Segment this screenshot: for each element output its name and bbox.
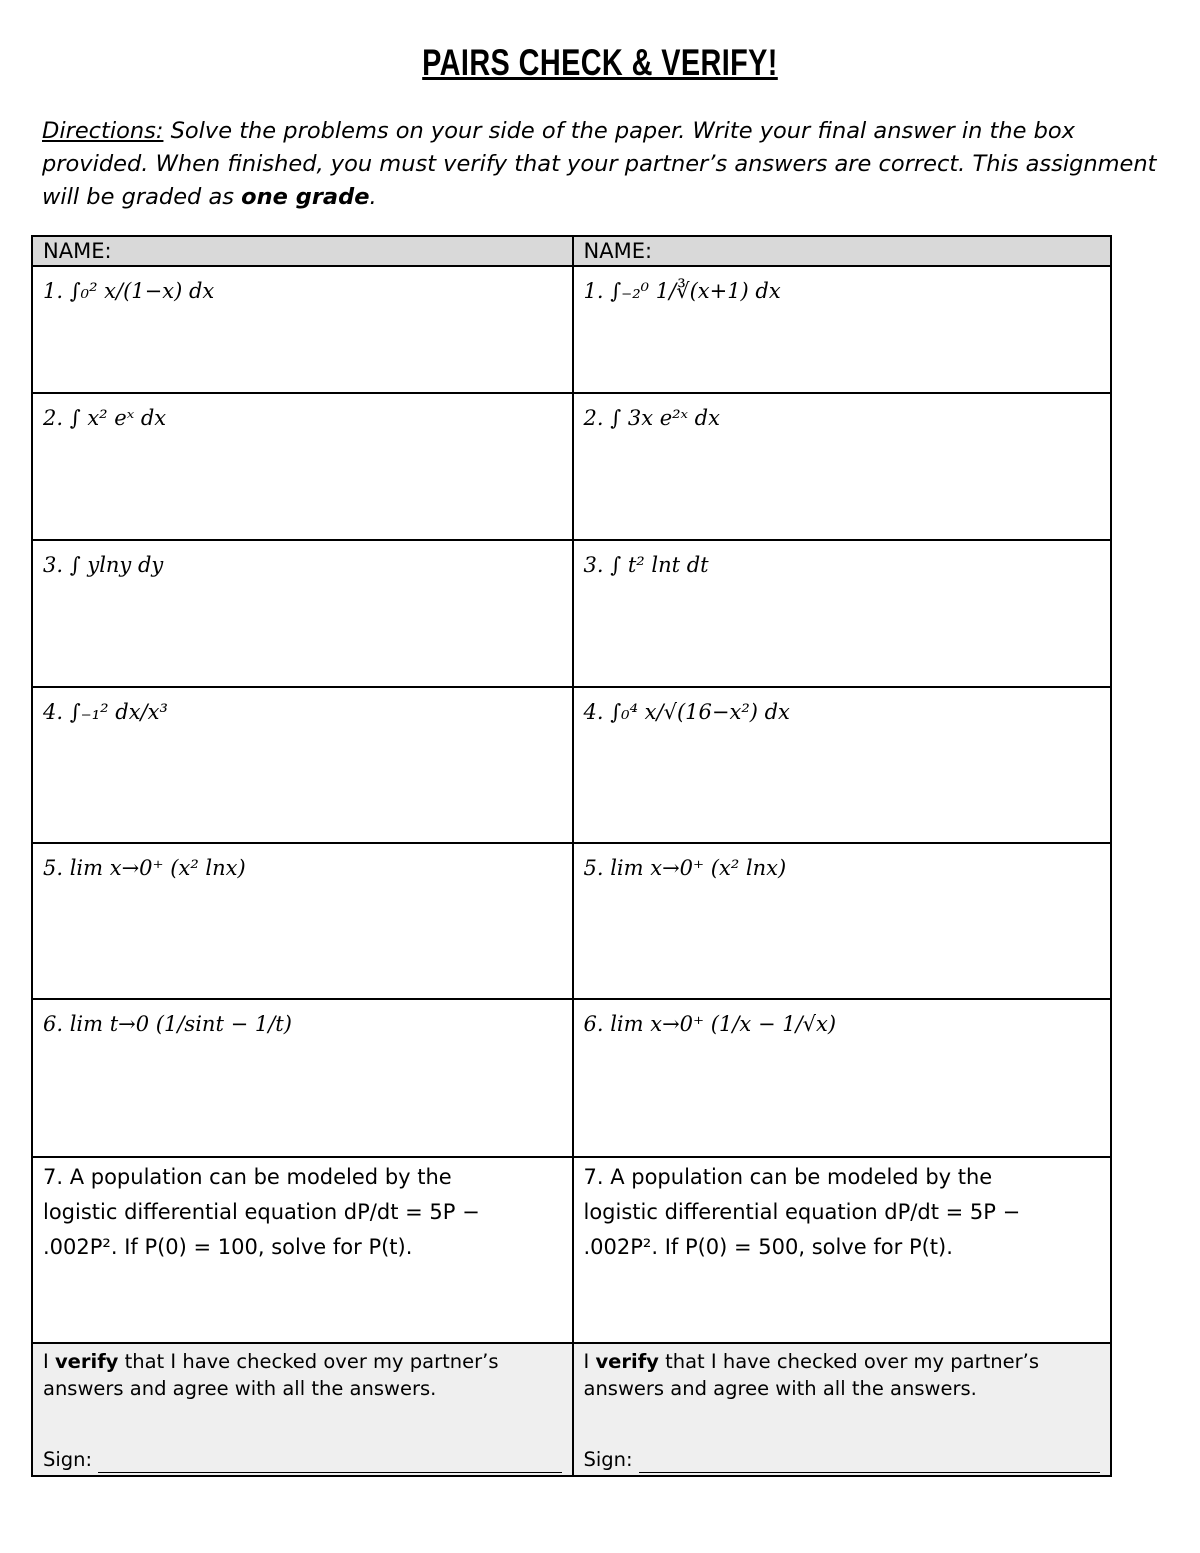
right-verify-text: that I have checked over my partner’s answers and agree with all the answers. bbox=[583, 1350, 1039, 1400]
problem-row-3 bbox=[33, 539, 1110, 686]
problem-row-5 bbox=[33, 842, 1110, 998]
directions-lead: Directions: bbox=[42, 118, 164, 144]
left-p7-line-3: .002P². If P(0) = 100, solve for P(t). bbox=[43, 1235, 413, 1259]
directions-line-2: provided. When finished, you must verify that your partner’s answers are correct. This assignment bbox=[42, 151, 1157, 177]
directions-line-3-end: . bbox=[369, 184, 377, 210]
left-signature-line[interactable] bbox=[98, 1452, 561, 1473]
page-title: PAIRS CHECK & VERIFY! bbox=[422, 42, 778, 83]
directions-line-3: will be graded as bbox=[42, 184, 242, 210]
right-sign-area bbox=[584, 1446, 1101, 1473]
right-problem-4[interactable]: 4. ∫₀⁴ x/√(16−x²) dx bbox=[572, 688, 1111, 842]
right-problem-1[interactable]: 1. ∫₋₂⁰ 1/∛(x+1) dx bbox=[572, 267, 1111, 392]
right-verify-bold: verify bbox=[595, 1350, 659, 1373]
left-sign-label: Sign: bbox=[43, 1448, 93, 1471]
directions bbox=[42, 115, 1157, 214]
left-p7-line-2: logistic differential equation dP/dt = 5P − bbox=[43, 1200, 480, 1224]
right-problem-2[interactable]: 2. ∫ 3x e²ˣ dx bbox=[572, 394, 1111, 539]
left-name-field[interactable]: NAME: bbox=[33, 237, 572, 265]
left-verify-bold: verify bbox=[54, 1350, 119, 1373]
left-problem-7[interactable] bbox=[33, 1158, 572, 1342]
worksheet-table bbox=[31, 235, 1112, 1477]
left-verify-box bbox=[33, 1344, 572, 1475]
problem-row-1 bbox=[33, 265, 1110, 392]
left-p7-line-1: 7. A population can be modeled by the bbox=[43, 1165, 452, 1189]
right-verify-box bbox=[572, 1344, 1111, 1475]
left-verify-pre: I bbox=[43, 1350, 55, 1373]
directions-emphasis: one grade bbox=[241, 184, 370, 210]
left-problem-5[interactable]: 5. lim x→0⁺ (x² lnx) bbox=[43, 856, 246, 880]
left-problem-1[interactable]: 1. ∫₀² x/(1−x) dx bbox=[43, 279, 215, 303]
left-problem-4[interactable]: 4. ∫₋₁² dx/x³ bbox=[43, 700, 168, 724]
right-verify-pre: I bbox=[583, 1350, 596, 1373]
right-problem-7[interactable] bbox=[572, 1158, 1111, 1342]
left-verify-text: that I have checked over my partner’s answers and agree with all the answers. bbox=[43, 1350, 499, 1400]
right-sign-label: Sign: bbox=[583, 1448, 633, 1471]
problem-row-6 bbox=[33, 998, 1110, 1156]
right-p7-line-1: 7. A population can be modeled by the bbox=[583, 1165, 993, 1189]
right-name-field[interactable]: NAME: bbox=[572, 237, 1111, 265]
left-problem-2[interactable]: 2. ∫ x² eˣ dx bbox=[43, 406, 167, 430]
right-problem-3[interactable]: 3. ∫ t² lnt dt bbox=[572, 541, 1111, 686]
left-sign-area bbox=[43, 1446, 562, 1473]
right-problem-5[interactable]: 5. lim x→0⁺ (x² lnx) bbox=[572, 844, 1111, 998]
right-p7-line-2: logistic differential equation dP/dt = 5P − bbox=[583, 1200, 1021, 1224]
left-problem-6[interactable]: 6. lim t→0 (1/sint − 1/t) bbox=[43, 1012, 292, 1036]
problem-row-2 bbox=[33, 392, 1110, 539]
name-row bbox=[33, 237, 1110, 265]
problem-row-4 bbox=[33, 686, 1110, 842]
directions-line-1: Solve the problems on your side of the paper. Write your final answer in the box bbox=[163, 118, 1075, 144]
problem-row-7 bbox=[33, 1156, 1110, 1342]
right-signature-line[interactable] bbox=[639, 1452, 1100, 1473]
verify-row bbox=[33, 1342, 1110, 1475]
left-problem-3[interactable]: 3. ∫ ylny dy bbox=[43, 553, 164, 577]
right-problem-6[interactable]: 6. lim x→0⁺ (1/x − 1/√x) bbox=[572, 1000, 1111, 1156]
right-p7-line-3: .002P². If P(0) = 500, solve for P(t). bbox=[583, 1235, 953, 1259]
